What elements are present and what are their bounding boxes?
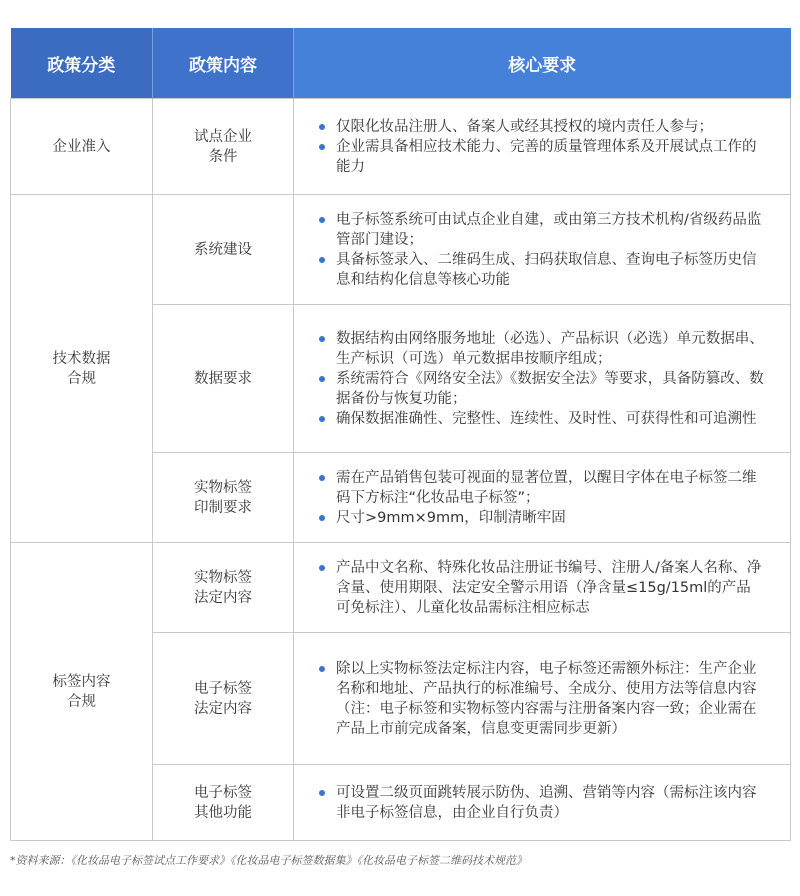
content-label: 试点企业 条件 [194,128,252,165]
bullet-icon [319,144,325,150]
header-row [11,28,791,99]
requirement-item: 具备标签录入、二维码生成、扫码获取信息、查询电子标签历史信息和结构化信息等核心功能 [316,250,764,290]
category-label: 技术数据 合规 [52,350,111,387]
category-label: 标签内容 合规 [52,673,111,710]
requirements-cell [294,99,791,195]
requirement-item: 确保数据准确性、完整性、连续性、及时性、可获得性和可追溯性 [316,409,764,429]
bullet-icon [319,257,325,263]
content-label: 实物标签 法定内容 [194,569,252,606]
content-label: 数据要求 [194,370,252,387]
requirements-cell [294,633,791,765]
content-cell [153,195,294,305]
category-cell [11,195,153,543]
requirements-cell [294,195,791,305]
bullet-icon [319,336,325,342]
requirements-list [316,783,764,823]
content-label: 电子标签 其他功能 [194,784,252,821]
content-cell [153,633,294,765]
requirements-cell [294,765,791,841]
requirements-cell [294,305,791,453]
table-row [11,195,791,305]
requirements-list [316,210,764,290]
header-content: 政策内容 [153,28,294,99]
bullet-icon [319,376,325,382]
requirement-item: 可设置二级页面跳转展示防伪、追溯、营销等内容（需标注该内容非电子标签信息，由企业自行负责） [316,783,764,823]
requirements-list [316,117,764,177]
requirement-item: 系统需符合《网络安全法》《数据安全法》等要求，具备防篡改、数据备份与恢复功能； [316,369,764,409]
requirement-item: 除以上实物标签法定标注内容，电子标签还需额外标注：生产企业名称和地址、产品执行的标准编号、全成分、使用方法等信息内容 [316,659,764,699]
requirements-cell [294,543,791,633]
bullet-icon [319,515,325,521]
requirements-list [316,468,764,528]
bullet-icon [319,565,325,571]
content-cell [153,453,294,543]
content-label: 实物标签 印制要求 [194,479,252,516]
header-category: 政策分类 [11,28,153,99]
bullet-icon [319,475,325,481]
requirement-item: 尺寸>9mm×9mm，印制清晰牢固 [316,508,764,528]
bullet-icon [319,790,325,796]
requirement-item: 数据结构由网络服务地址（必选）、产品标识（必选）单元数据串、生产标识（可选）单元数据串按顺序组成； [316,329,764,369]
requirement-item: 电子标签系统可由试点企业自建，或由第三方技术机构/省级药品监管部门建设； [316,210,764,250]
bullet-icon [319,666,325,672]
requirement-item: 仅限化妆品注册人、备案人或经其授权的境内责任人参与； [316,117,764,137]
requirement-item: 需在产品销售包装可视面的显著位置，以醒目字体在电子标签二维码下方标注“化妆品电子标签”； [316,468,764,508]
content-cell [153,99,294,195]
content-label: 系统建设 [194,241,252,258]
requirement-item: 企业需具备相应技术能力、完善的质量管理体系及开展试点工作的能力 [316,137,764,177]
bullet-icon [319,416,325,422]
content-cell [153,765,294,841]
policy-table [10,28,791,841]
category-label: 企业准入 [52,138,111,155]
content-cell [153,305,294,453]
table-row [11,543,791,633]
source-note: *资料来源：《化妆品电子标签试点工作要求》《化妆品电子标签数据集》《化妆品电子标签二维码技术规范》 [10,854,527,867]
category-cell [11,99,153,195]
requirements-list [316,659,764,739]
content-cell [153,543,294,633]
requirements-list [316,329,764,429]
table-row [11,99,791,195]
bullet-icon [319,124,325,130]
category-cell [11,543,153,841]
requirement-note: （注：电子标签和实物标签内容需与注册备案内容一致；企业需在产品上市前完成备案，信息变更需同步更新） [336,700,757,737]
bullet-icon [319,217,325,223]
requirement-item: 产品中文名称、特殊化妆品注册证书编号、注册人/备案人名称、净含量、使用期限、法定安全警示用语（净含量≤15g/15ml的产品可免标注）、儿童化妆品需标注相应标志 [316,558,764,618]
content-label: 电子标签 法定内容 [194,680,252,717]
requirements-cell [294,453,791,543]
requirements-list [316,558,764,618]
header-requirements: 核心要求 [294,28,791,99]
